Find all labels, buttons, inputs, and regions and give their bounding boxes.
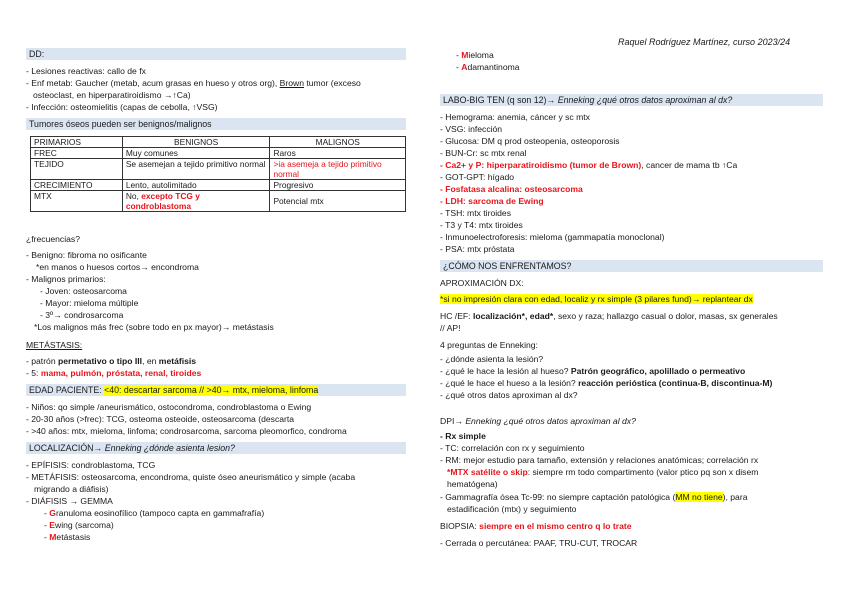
- labo-line: - Glucosa: DM q prod osteopenia, osteoporosis: [440, 136, 620, 146]
- dd-title: DD:: [29, 49, 45, 59]
- labo-line: - LDH: sarcoma de Ewing: [440, 196, 544, 206]
- col-header-primarios: PRIMARIOS: [31, 137, 123, 148]
- freq-line: - Joven: osteosarcoma: [40, 286, 127, 296]
- metastasis-line-1: - patrón permetativo o tipo III, en metáfisis: [26, 356, 197, 366]
- labo-line: - VSG: infección: [440, 124, 503, 134]
- dpi-line: - Rx simple: [440, 431, 486, 441]
- loc-line: - DIÁFISIS → GEMMA: [26, 496, 113, 506]
- dpi-title: DPI→ Enneking ¿qué otros datos aproximan al dx?: [440, 416, 636, 426]
- dpi-line: estadificación (mtx) y seguimiento: [447, 504, 577, 514]
- labo-line: - T3 y T4: mtx tiroides: [440, 220, 523, 230]
- freq-line: *en manos o huesos cortos→ encondroma: [36, 262, 199, 272]
- dd-line-2: - Enf metab: Gaucher (metab, acum grasas en hueso y otros org), Brown tumor (exceso: [26, 78, 361, 88]
- gemma-item: - Metástasis: [44, 532, 91, 542]
- preguntas-title: 4 preguntas de Enneking:: [440, 340, 538, 350]
- author-header: Raquel Rodríguez Martínez, curso 2023/24: [618, 37, 791, 47]
- table-header-row: [31, 137, 406, 148]
- hc-line: // AP!: [440, 323, 461, 333]
- table-row: CRECIMIENTO Lento, autolimitado Progresivo: [31, 180, 406, 191]
- metastasis-line-2: - 5: mama, pulmón, próstata, renal, tiroides: [26, 368, 202, 378]
- labo-line: - Fosfatasa alcalina: osteosarcoma: [440, 184, 583, 194]
- pregunta: - ¿dónde asienta la lesión?: [440, 354, 544, 364]
- gemma-item: - Granuloma eosinofílico (tampoco capta en gammafrafía): [44, 508, 265, 518]
- aprox-highlight: *si no impresión clara con edad, localiz y rx simple (3 pilares fund)→ replantear dx: [440, 294, 753, 304]
- gemma-item: - Mieloma: [456, 50, 494, 60]
- labo-line: - BUN-Cr: sc mtx renal: [440, 148, 527, 158]
- table-row: TEJIDO Se asemejan a tejido primitivo normal >ia asemeja a tejido primitivo normal: [31, 159, 406, 180]
- dpi-line: hematógena): [447, 479, 498, 489]
- pregunta: - ¿qué le hace el hueso a la lesión? reacción perióstica (continua-B, discontinua-M): [440, 378, 773, 388]
- edad-line: - 20-30 años (>frec): TCG, osteoma osteoide, osteosarcoma (descarta: [26, 414, 295, 424]
- labo-header: LABO-BIG TEN (q son 12)→ Enneking ¿qué otros datos aproximan al dx?: [440, 94, 823, 106]
- metastasis-title: METÁSTASIS:: [26, 340, 83, 350]
- dd-line-3: osteoclast, en hiperparatiroidismo →↑Ca): [33, 90, 191, 100]
- freq-line: - Mayor: mieloma múltiple: [40, 298, 139, 308]
- freq-line: - Malignos primarios:: [26, 274, 106, 284]
- localizacion-header: LOCALIZACIÓN→ Enneking ¿dónde asienta lesion?: [26, 442, 406, 454]
- labo-line: - Hemograma: anemia, cáncer y sc mtx: [440, 112, 590, 122]
- pregunta: - ¿qué le hace la lesión al hueso? Patrón geográfico, apolillado o permeativo: [440, 366, 746, 376]
- benign-malignant-table: [30, 136, 406, 212]
- pregunta: - ¿qué otros datos aproximan al dx?: [440, 390, 578, 400]
- biopsia-line: - Cerrada o percutánea: PAAF, TRU-CUT, TROCAR: [440, 538, 638, 548]
- tumores-header: Tumores óseos pueden ser benignos/malignos: [26, 118, 406, 130]
- como-header: ¿CÓMO NOS ENFRENTAMOS?: [440, 260, 823, 272]
- loc-line: - EPÍFISIS: condroblastoma, TCG: [26, 460, 156, 470]
- edad-header: EDAD PACIENTE: <40: descartar sarcoma // >40→ mtx, mieloma, linfoma: [26, 384, 406, 396]
- edad-line: - Niños: qo simple /aneurismático, ostocondroma, condroblastoma o Ewing: [26, 402, 312, 412]
- hc-line: HC /EF: localización*, edad*, sexo y raza; hallazgo casual o dolor, masas, sx generales: [440, 311, 778, 321]
- biopsia-title: BIOPSIA: siempre en el mismo centro q lo trate: [440, 521, 632, 531]
- dd-line-1: - Lesiones reactivas: callo de fx: [26, 66, 146, 76]
- freq-question: ¿frecuencias?: [26, 234, 80, 244]
- table-row: FREC Muy comunes Raros: [31, 148, 406, 159]
- col-header-benignos: BENIGNOS: [122, 137, 270, 148]
- freq-line: *Los malignos más frec (sobre todo en px mayor)→ metástasis: [34, 322, 274, 332]
- table-row: MTX No, excepto TCG y condroblastoma Potencial mtx: [31, 191, 406, 212]
- gemma-item: - Adamantinoma: [456, 62, 520, 72]
- aprox-title: APROXIMACIÓN DX:: [440, 278, 524, 288]
- labo-line: - Ca2+ y P: hiperparatiroidismo (tumor de Brown), cancer de mama tb ↑Ca: [440, 160, 738, 170]
- dpi-line: - Gammagrafía ósea Tc-99: no siempre captación patológica (MM no tiene), para: [440, 492, 748, 502]
- loc-line: migrando a diáfisis): [34, 484, 109, 494]
- dd-section-header: [26, 48, 406, 60]
- dd-line-4: - Infección: osteomielitis (capas de cebolla, ↑VSG): [26, 102, 218, 112]
- dpi-line: - RM: mejor estudio para tamaño, extensión y relaciones anatómicas; correlación rx: [440, 455, 759, 465]
- freq-line: - 3º→ condrosarcoma: [40, 310, 124, 320]
- labo-line: - TSH: mtx tiroides: [440, 208, 511, 218]
- gemma-item: - Ewing (sarcoma): [44, 520, 114, 530]
- dpi-line: - TC: correlación con rx y seguimiento: [440, 443, 585, 453]
- col-header-malignos: MALIGNOS: [270, 137, 406, 148]
- loc-line: - METÁFISIS: osteosarcoma, encondroma, quiste óseo aneurismático y simple (acaba: [26, 472, 356, 482]
- freq-line: - Benigno: fibroma no osificante: [26, 250, 147, 260]
- dpi-line: *MTX satélite o skip: siempre rm todo compartimento (valor ptico pq son x disem: [447, 467, 759, 477]
- labo-line: - GOT-GPT: hígado: [440, 172, 515, 182]
- edad-line: - >40 años: mtx, mieloma, linfoma; condrosarcoma, sarcoma pleomorfico, condroma: [26, 426, 347, 436]
- labo-line: - Inmunoelectroforesis: mieloma (gammapatía monoclonal): [440, 232, 665, 242]
- labo-line: - PSA: mtx próstata: [440, 244, 515, 254]
